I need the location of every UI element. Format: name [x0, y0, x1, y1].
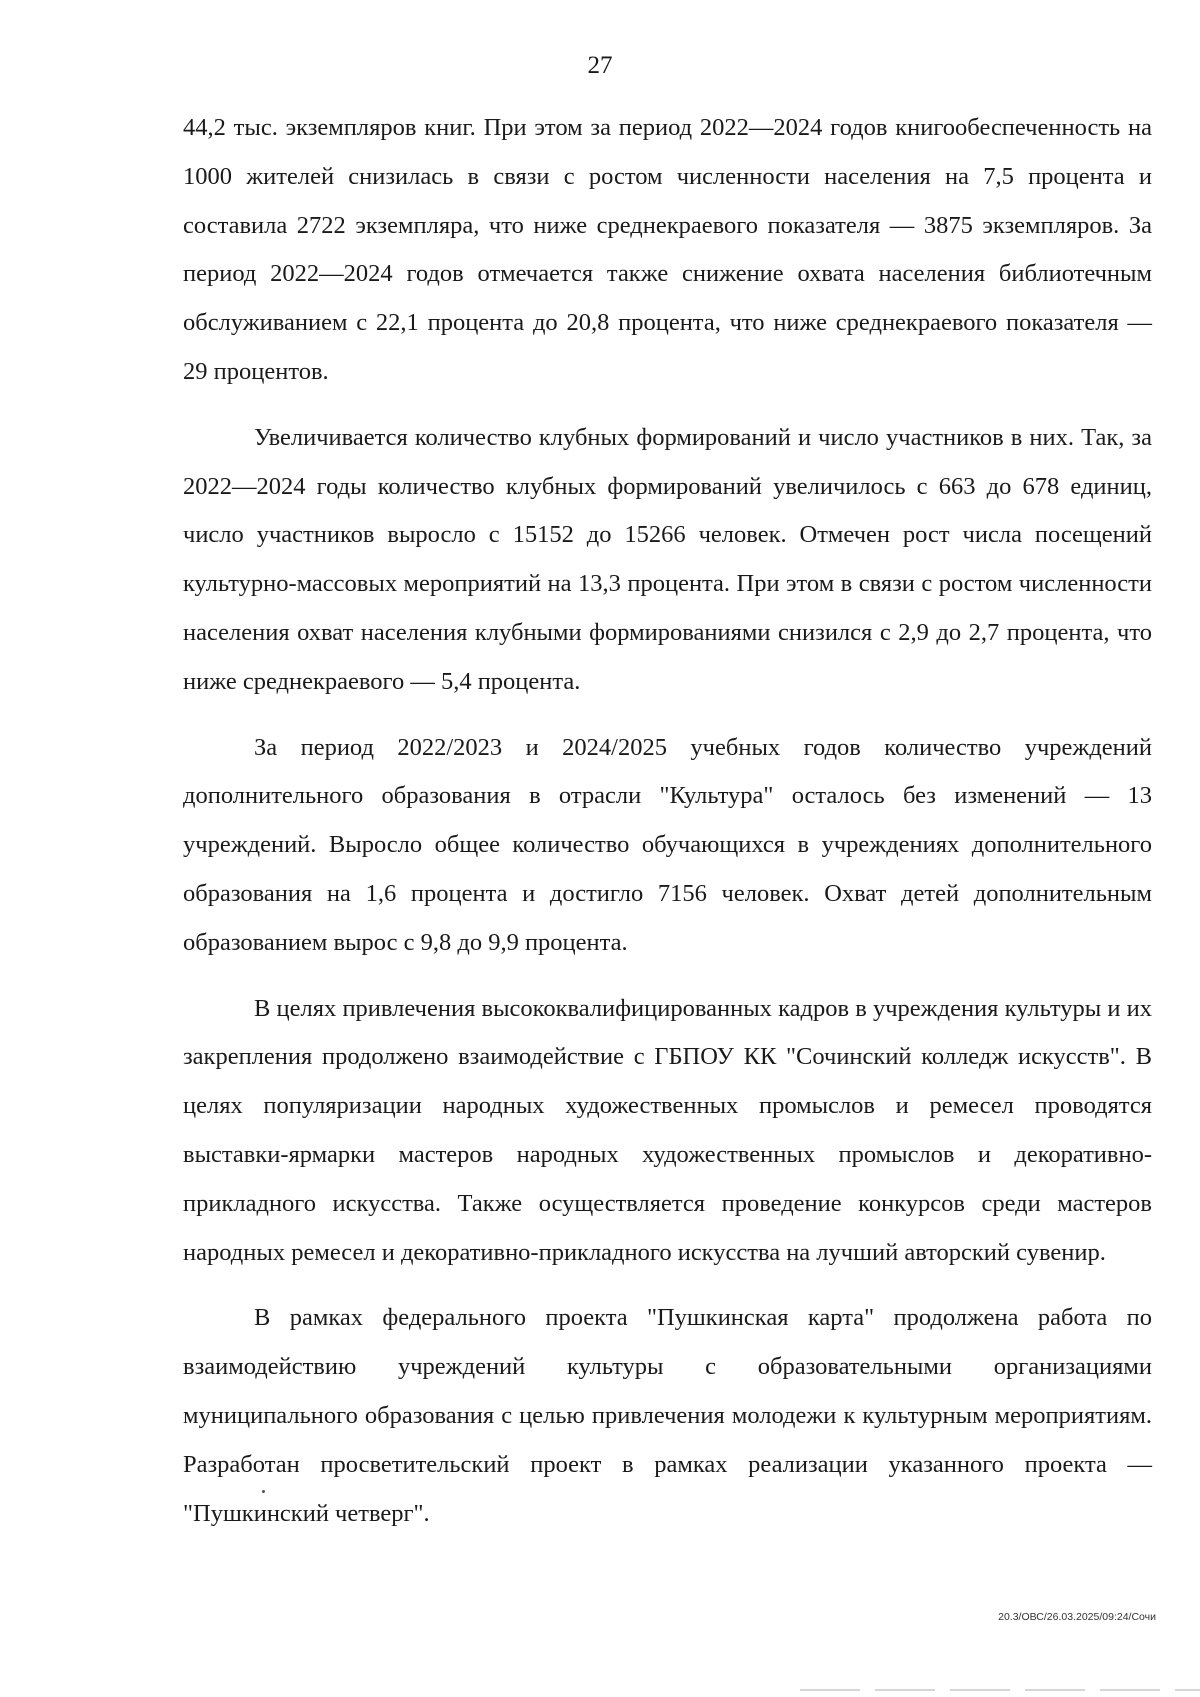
page-number: 27: [587, 52, 613, 79]
scan-edge-line: [800, 1689, 1200, 1691]
document-body: [183, 104, 1152, 1555]
paragraph-qualified-personnel: В целях привлечения высококвалифицированных кадров в учреждения культуры и их закрепления продолжено взаимодействие с ГБПОУ КК "Сочинский колледж искусств". В целях популяризации народных художественных промыслов и ремесел проводятся выставки-ярмарки мастеров народных художественных промыслов и декоративно-прикладного искусства. Также осуществляется проведение конкурсов среди мастеров народных ремесел и декоративно-прикладного искусства на лучший авторский сувенир.: [183, 994, 1152, 1266]
scan-artifact-dot: [262, 1490, 265, 1493]
paragraph-club-formations: Увеличивается количество клубных формирований и число участников в них. Так, за 2022—2024 годы количество клубных формирований увеличилось с 663 до 678 единиц, число участников выросло с 15152 до 15266 человек. Отмечен рост числа посещений культурно-массовых мероприятий на 13,3 процента. При этом в связи с ростом численности населения охват населения клубными формированиями снизился с 2,9 до 2,7 процента, что ниже среднекраевого — 5,4 процента.: [183, 423, 1152, 695]
registration-stamp: 20.3/ОВС/26.03.2025/09:24/Сочи: [998, 1611, 1156, 1623]
paragraph-library-statistics: 44,2 тыс. экземпляров книг. При этом за период 2022—2024 годов книгообеспеченность на 1000 жителей снизилась в связи с ростом численности населения на 7,5 процента и составила 2722 экземпляра, что ниже среднекраевого показателя — 3875 экземпляров. За период 2022—2024 годов отмечается также снижение охвата населения библиотечным обслуживанием с 22,1 процента до 20,8 процента, что ниже среднекраевого показателя — 29 процентов.: [183, 114, 1152, 385]
paragraph-pushkin-card: В рамках федерального проекта "Пушкинская карта" продолжена работа по взаимодействию учреждений культуры с образовательными организациями муниципального образования с целью привлечения молодежи к культурным мероприятиям. Разработан просветительский проект в рамках реализации указанного проекта — "Пушкинский четверг".: [183, 1304, 1152, 1527]
paragraph-additional-education: За период 2022/2023 и 2024/2025 учебных годов количество учреждений дополнительного образования в отрасли "Культура" осталось без изменений — 13 учреждений. Выросло общее количество обучающихся в учреждениях дополнительного образования на 1,6 процента и достигло 7156 человек. Охват детей дополнительным образованием вырос с 9,8 до 9,9 процента.: [183, 733, 1152, 956]
